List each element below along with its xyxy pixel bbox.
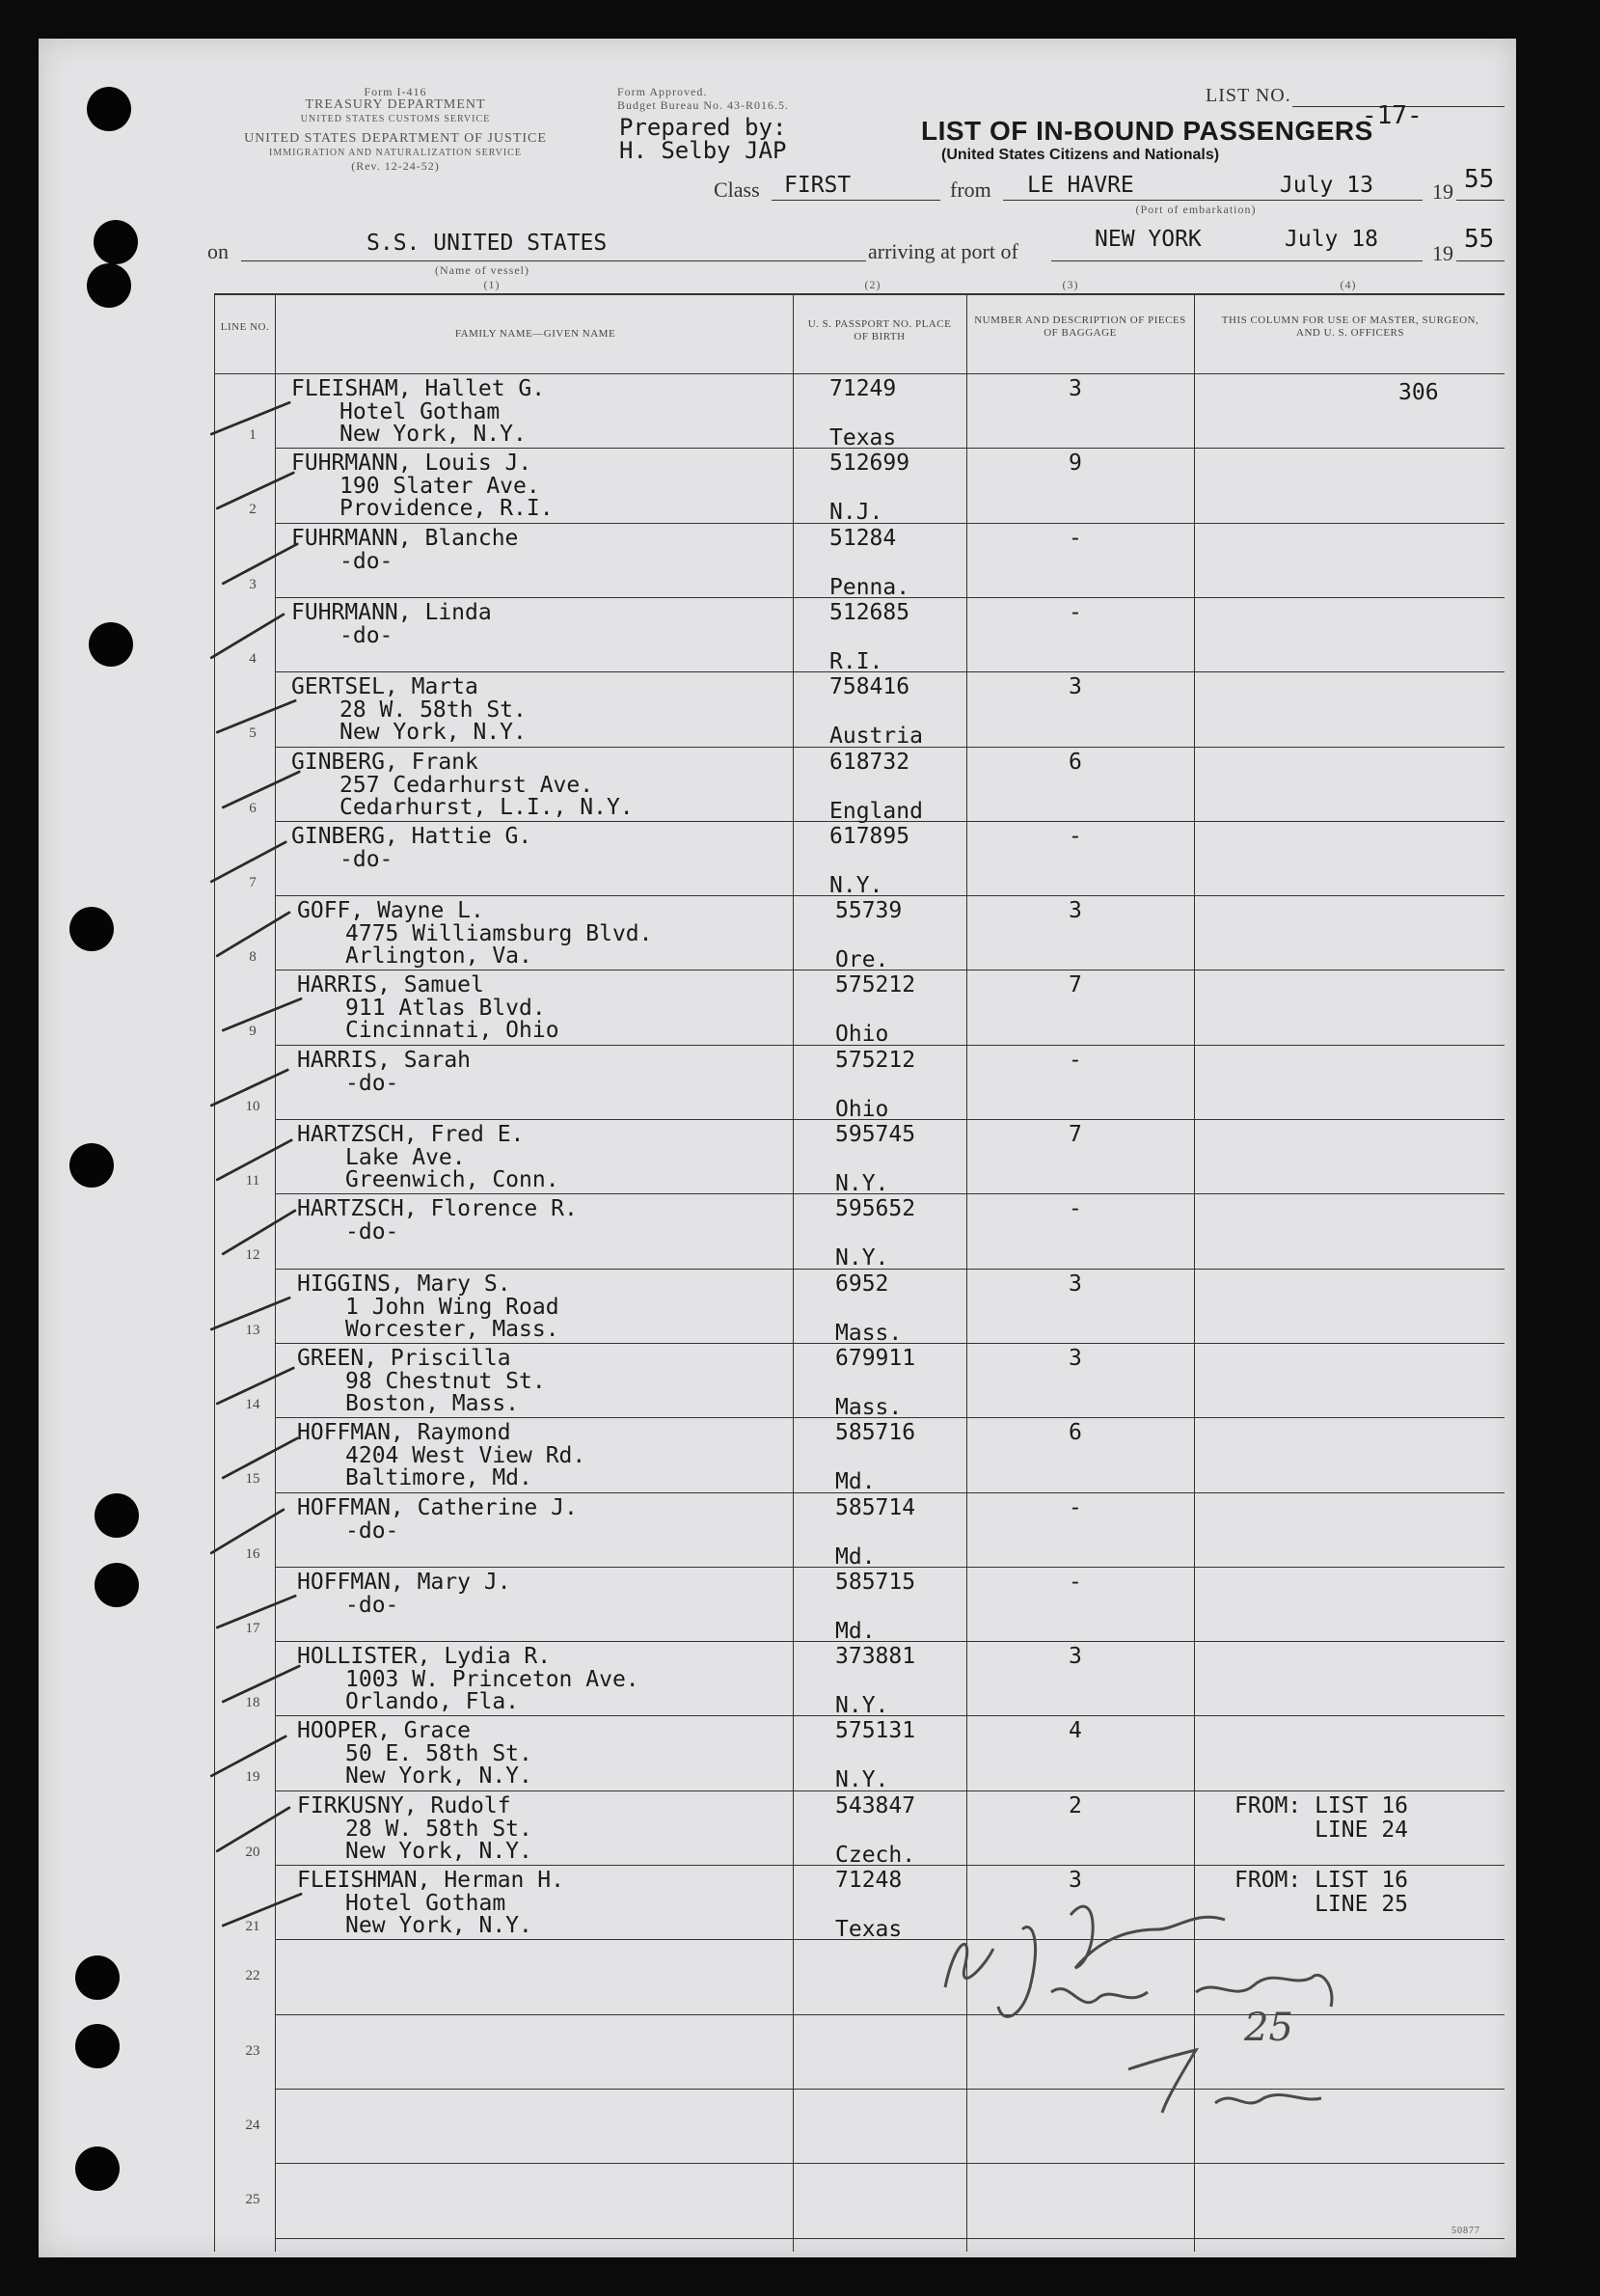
passenger-name[interactable]: HOFFMAN, Catherine J. — [297, 1494, 578, 1520]
address-line-2: New York, N.Y. — [339, 422, 527, 447]
passenger-name[interactable]: HARTZSCH, Florence R. — [297, 1196, 578, 1222]
address-line-1: -do- — [345, 1517, 399, 1544]
place-of-birth: N.Y. — [835, 1693, 889, 1719]
line-number: 1 — [249, 427, 257, 443]
form-approved: Form Approved. — [617, 85, 708, 98]
passenger-name[interactable]: FLEISHAM, Hallet G. — [291, 376, 546, 401]
line-number: 12 — [245, 1247, 260, 1264]
place-of-birth: N.Y. — [835, 1171, 889, 1196]
baggage-count: 3 — [1069, 1644, 1082, 1670]
arrival-date: July 18 — [1285, 227, 1378, 252]
baggage-count: 6 — [1069, 749, 1082, 775]
manifest-page — [39, 39, 1516, 2257]
address-line-1: -do- — [339, 846, 393, 872]
list-number: -17- — [1362, 101, 1423, 130]
passenger-name[interactable]: GOFF, Wayne L. — [297, 898, 484, 924]
passenger-name[interactable]: GERTSEL, Marta — [291, 674, 478, 700]
header-line-no: LINE NO. — [220, 321, 270, 333]
passport-number: 55739 — [835, 898, 903, 924]
passport-number: 585716 — [835, 1420, 916, 1446]
line-number: 25 — [245, 2192, 260, 2208]
passenger-name[interactable]: FLEISHMAN, Herman H. — [297, 1868, 564, 1893]
officer-note: FROM: LIST 16 — [1234, 1868, 1409, 1893]
class-value: FIRST — [784, 173, 852, 198]
passenger-name[interactable]: GINBERG, Frank — [291, 749, 478, 775]
prepared-by-name: H. Selby JAP — [619, 137, 787, 164]
row-divider — [275, 671, 1505, 672]
passport-number: 585714 — [835, 1494, 916, 1520]
arrival-port: NEW YORK — [1095, 227, 1202, 252]
punch-hole — [87, 263, 131, 308]
baggage-count: - — [1069, 1047, 1082, 1073]
address-line-1: 4775 Williamsburg Blvd. — [345, 921, 653, 947]
officer-note: 306 — [1398, 380, 1439, 405]
line-number: 14 — [245, 1396, 260, 1412]
address-line-2: Arlington, Va. — [345, 943, 532, 970]
address-line-1: 28 W. 58th St. — [345, 1816, 532, 1842]
line-number: 9 — [249, 1024, 257, 1040]
punch-hole — [95, 1563, 139, 1607]
row-divider — [275, 1567, 1505, 1568]
address-line-1: 98 Chestnut St. — [345, 1368, 546, 1394]
address-line-2: Cedarhurst, L.I., N.Y. — [339, 794, 634, 820]
passport-number: 512699 — [829, 451, 910, 477]
passport-number: 543847 — [835, 1792, 916, 1818]
baggage-count: 9 — [1069, 451, 1082, 477]
address-line-1: -do- — [345, 1219, 399, 1245]
list-no-label: LIST NO. — [1206, 85, 1291, 106]
line-number: 3 — [249, 576, 257, 592]
place-of-birth: Texas — [835, 1917, 903, 1942]
place-of-birth: Ohio — [835, 1096, 889, 1122]
header-passport: U. S. PASSPORT NO. PLACE OF BIRTH — [807, 318, 952, 342]
passport-number: 71249 — [829, 376, 897, 401]
baggage-count: - — [1069, 1494, 1082, 1520]
punch-hole — [75, 2024, 120, 2068]
baggage-count: - — [1069, 1569, 1082, 1595]
row-divider — [275, 895, 1505, 896]
line-number: 16 — [245, 1545, 260, 1562]
baggage-count: 3 — [1069, 674, 1082, 700]
col-num-2: (2) — [864, 278, 881, 291]
punch-hole — [87, 87, 131, 131]
passenger-name[interactable]: HOFFMAN, Mary J. — [297, 1569, 511, 1595]
address-line-1: -do- — [345, 1592, 399, 1618]
on-label: on — [207, 239, 229, 263]
line-number: 10 — [245, 1098, 260, 1114]
form-title: LIST OF IN-BOUND PASSENGERS — [921, 116, 1373, 146]
row-divider — [275, 1045, 1505, 1046]
handwritten-annotation — [907, 1823, 1369, 2132]
address-line-1: -do- — [339, 622, 393, 648]
baggage-count: 7 — [1069, 1122, 1082, 1147]
line-number: 24 — [245, 2117, 260, 2133]
place-of-birth: Md. — [835, 1544, 876, 1570]
passenger-name[interactable]: FUHRMANN, Louis J. — [291, 451, 532, 477]
form-subtitle: (United States Citizens and Nationals) — [941, 147, 1220, 163]
address-line-1: 911 Atlas Blvd. — [345, 996, 546, 1022]
address-line-1: 1 John Wing Road — [345, 1294, 559, 1320]
passport-number: 585715 — [835, 1569, 916, 1595]
passport-number: 575131 — [835, 1718, 916, 1744]
address-line-1: 190 Slater Ave. — [339, 474, 540, 500]
baggage-count: 4 — [1069, 1718, 1082, 1744]
port-of-embarkation-label: (Port of embarkation) — [1135, 203, 1257, 216]
line-number: 20 — [245, 1844, 260, 1860]
row-divider — [275, 1119, 1505, 1120]
row-divider — [275, 1269, 1505, 1270]
row-divider — [275, 1492, 1505, 1493]
punch-hole — [94, 220, 138, 264]
address-line-2: New York, N.Y. — [345, 1913, 532, 1938]
place-of-birth: Mass. — [835, 1394, 903, 1420]
baggage-count: 3 — [1069, 1345, 1082, 1371]
passport-number: 512685 — [829, 599, 910, 625]
address-line-1: -do- — [345, 1070, 399, 1096]
passenger-name[interactable]: HIGGINS, Mary S. — [297, 1271, 511, 1297]
line-number: 13 — [245, 1322, 260, 1338]
row-divider — [275, 1715, 1505, 1716]
officer-note: FROM: LIST 16 — [1234, 1792, 1409, 1818]
immigration-service: IMMIGRATION AND NATURALIZATION SERVICE — [269, 148, 522, 158]
line-number: 18 — [245, 1695, 260, 1711]
baggage-count: 3 — [1069, 1868, 1082, 1893]
passport-number: 575212 — [835, 972, 916, 998]
address-line-1: -do- — [339, 548, 393, 574]
passport-number: 618732 — [829, 749, 910, 775]
address-line-1: 28 W. 58th St. — [339, 697, 527, 724]
year-prefix: 19 — [1432, 179, 1453, 204]
arrival-year: 55 — [1464, 225, 1495, 254]
passport-number: 373881 — [835, 1644, 916, 1670]
passport-number: 6952 — [835, 1271, 889, 1297]
passport-number: 51284 — [829, 525, 897, 551]
officer-note-line-2: LINE 25 — [1234, 1892, 1409, 1917]
place-of-birth: Mass. — [835, 1320, 903, 1346]
punch-hole — [69, 1143, 114, 1188]
row-divider — [275, 2163, 1505, 2164]
prepared-by-label: Prepared by: — [619, 114, 787, 141]
line-number: 11 — [245, 1173, 260, 1189]
line-number: 8 — [249, 949, 257, 966]
place-of-birth: Penna. — [829, 574, 910, 600]
arriving-label: arriving at port of — [868, 239, 1018, 263]
place-of-birth: R.I. — [829, 648, 883, 674]
col-num-4: (4) — [1340, 278, 1357, 291]
line-number: 2 — [249, 502, 257, 518]
address-line-2: Worcester, Mass. — [345, 1316, 559, 1342]
place-of-birth: Md. — [835, 1618, 876, 1644]
departure-date: July 13 — [1280, 173, 1373, 198]
from-label: from — [950, 178, 991, 202]
place-of-birth: Texas — [829, 425, 897, 451]
department-of-justice: UNITED STATES DEPARTMENT OF JUSTICE — [244, 131, 547, 146]
place-of-birth: England — [829, 798, 923, 824]
punch-hole — [95, 1493, 139, 1538]
baggage-count: - — [1069, 599, 1082, 625]
row-divider — [275, 1790, 1505, 1791]
punch-hole — [69, 907, 114, 951]
place-of-birth: N.Y. — [835, 1767, 889, 1793]
passenger-name[interactable]: HOFFMAN, Raymond — [297, 1420, 511, 1446]
address-line-2: Boston, Mass. — [345, 1390, 520, 1416]
address-line-2: Orlando, Fla. — [345, 1689, 520, 1715]
col-num-3: (3) — [1062, 278, 1079, 291]
punch-hole — [75, 2146, 120, 2191]
passenger-name[interactable]: HOOPER, Grace — [297, 1718, 472, 1744]
place-of-birth: Md. — [835, 1469, 876, 1495]
class-label: Class — [714, 178, 760, 202]
line-number: 23 — [245, 2042, 260, 2059]
place-of-birth: N.Y. — [829, 872, 883, 898]
address-line-1: Hotel Gotham — [345, 1891, 506, 1916]
address-line-2: Cincinnati, Ohio — [345, 1018, 559, 1044]
line-number: 7 — [249, 874, 257, 890]
line-number: 4 — [249, 650, 257, 667]
place-of-birth: Austria — [829, 724, 923, 750]
embarkation-port: LE HAVRE — [1027, 173, 1134, 198]
svg-text:25: 25 — [1244, 2006, 1293, 2050]
officer-note-line-2: LINE 24 — [1234, 1817, 1409, 1843]
address-line-1: 1003 W. Princeton Ave. — [345, 1667, 639, 1693]
budget-bureau: Budget Bureau No. 43-R016.5. — [617, 98, 789, 112]
place-of-birth: N.Y. — [835, 1245, 889, 1271]
header-name: FAMILY NAME—GIVEN NAME — [454, 328, 616, 340]
line-number: 17 — [245, 1620, 260, 1636]
address-line-1: Hotel Gotham — [339, 399, 501, 424]
passenger-name[interactable]: FIRKUSNY, Rudolf — [297, 1792, 511, 1818]
line-number: 22 — [245, 1968, 260, 1984]
row-divider — [275, 1641, 1505, 1642]
punch-hole — [75, 1955, 120, 2000]
baggage-count: - — [1069, 823, 1082, 849]
baggage-count: 3 — [1069, 898, 1082, 924]
line-number: 6 — [249, 800, 257, 816]
passport-number: 617895 — [829, 823, 910, 849]
header-officers: THIS COLUMN FOR USE OF MASTER, SURGEON, AND U. S. OFFICERS — [1221, 314, 1479, 339]
row-divider — [275, 2238, 1505, 2239]
line-number: 21 — [245, 1919, 260, 1934]
address-line-2: New York, N.Y. — [345, 1763, 532, 1790]
place-of-birth: N.J. — [829, 500, 883, 526]
baggage-count: - — [1069, 525, 1082, 551]
revision-date: (Rev. 12-24-52) — [351, 159, 440, 173]
passport-number: 679911 — [835, 1345, 916, 1371]
passenger-name[interactable]: HARTZSCH, Fred E. — [297, 1122, 525, 1147]
line-number: 5 — [249, 725, 257, 742]
address-line-2: Providence, R.I. — [339, 496, 554, 522]
year-prefix-2: 19 — [1432, 241, 1453, 265]
baggage-count: 6 — [1069, 1420, 1082, 1446]
address-line-1: Lake Ave. — [345, 1145, 466, 1170]
departure-year: 55 — [1464, 165, 1495, 194]
passport-number: 595652 — [835, 1196, 916, 1222]
treasury-department: TREASURY DEPARTMENT — [305, 97, 486, 112]
baggage-count: 2 — [1069, 1792, 1082, 1818]
address-line-2: New York, N.Y. — [339, 720, 527, 746]
address-line-1: 4204 West View Rd. — [345, 1443, 586, 1469]
address-line-2: New York, N.Y. — [345, 1838, 532, 1864]
place-of-birth: Ore. — [835, 947, 889, 973]
row-divider — [275, 1193, 1505, 1194]
place-of-birth: Czech. — [835, 1842, 916, 1868]
form-number: Form I-416 — [364, 85, 427, 98]
address-line-1: 50 E. 58th St. — [345, 1741, 532, 1767]
passenger-name[interactable]: HARRIS, Samuel — [297, 972, 484, 998]
passenger-name[interactable]: FUHRMANN, Linda — [291, 599, 492, 625]
line-number: 15 — [245, 1471, 260, 1488]
baggage-count: 3 — [1069, 1271, 1082, 1297]
col-num-1: (1) — [483, 278, 501, 291]
passport-number: 71248 — [835, 1868, 903, 1893]
passport-number: 595745 — [835, 1122, 916, 1147]
place-of-birth: Ohio — [835, 1022, 889, 1048]
vessel-name-label: (Name of vessel) — [435, 263, 529, 277]
header-baggage: NUMBER AND DESCRIPTION OF PIECES OF BAGGAGE — [974, 314, 1186, 339]
customs-service: UNITED STATES CUSTOMS SERVICE — [300, 114, 491, 124]
baggage-count: - — [1069, 1196, 1082, 1222]
address-line-2: Greenwich, Conn. — [345, 1167, 559, 1192]
passenger-name[interactable]: HOLLISTER, Lydia R. — [297, 1644, 552, 1670]
address-line-1: 257 Cedarhurst Ave. — [339, 772, 594, 798]
passenger-name[interactable]: GREEN, Priscilla — [297, 1345, 511, 1371]
punch-hole — [89, 622, 133, 667]
baggage-count: 3 — [1069, 376, 1082, 401]
vessel-name: S.S. UNITED STATES — [366, 231, 608, 256]
passenger-name[interactable]: FUHRMANN, Blanche — [291, 525, 519, 551]
passport-number: 575212 — [835, 1047, 916, 1073]
address-line-2: Baltimore, Md. — [345, 1465, 532, 1491]
passport-number: 758416 — [829, 674, 910, 700]
footer-code: 50877 — [1451, 2226, 1480, 2236]
line-number: 19 — [245, 1769, 260, 1786]
baggage-count: 7 — [1069, 972, 1082, 998]
passenger-name[interactable]: GINBERG, Hattie G. — [291, 823, 532, 849]
row-divider — [275, 523, 1505, 524]
passenger-name[interactable]: HARRIS, Sarah — [297, 1047, 472, 1073]
